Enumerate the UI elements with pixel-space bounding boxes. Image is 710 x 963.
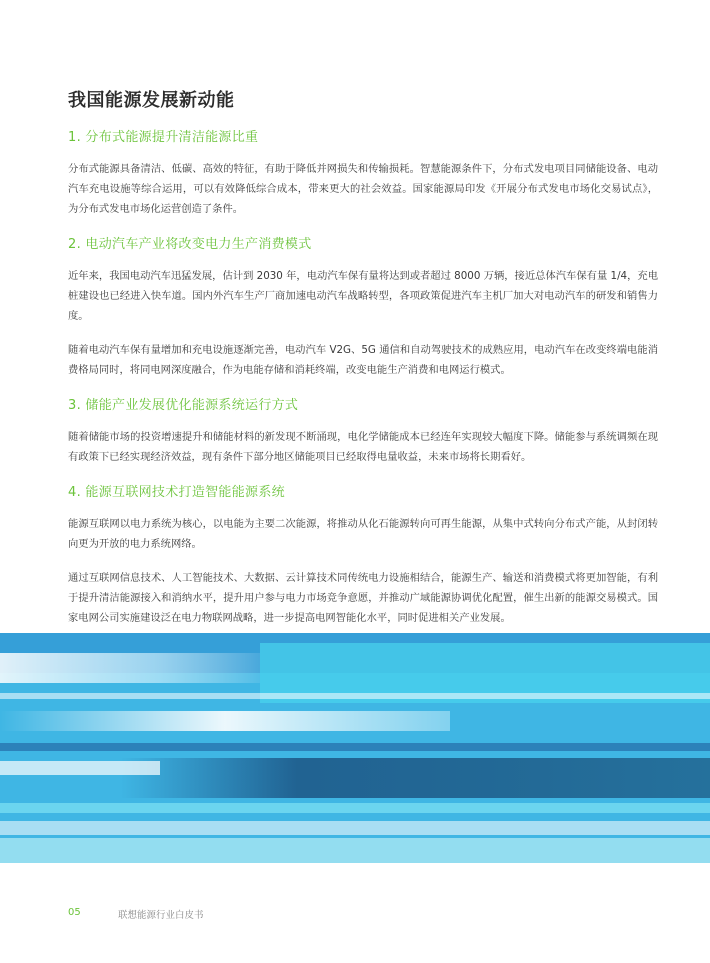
section-energy-storage bbox=[68, 394, 658, 467]
section-paragraph: 随着电动汽车保有量增加和充电设施逐渐完善，电动汽车 V2G、5G 通信和自动驾驶技术的成熟应用，电动汽车在改变终端电能消费格局同时，将同电网深度融合，作为电能存储和消耗终端，改变电能生产消费和电网运行模式。 bbox=[68, 344, 658, 376]
section-heading: 2. 电动汽车产业将改变电力生产消费模式 bbox=[68, 237, 312, 252]
section-heading: 1. 分布式能源提升清洁能源比重 bbox=[68, 130, 259, 145]
footer-document-title: 联想能源行业白皮书 bbox=[118, 910, 204, 921]
article-body bbox=[68, 126, 658, 642]
section-paragraph: 通过互联网信息技术、人工智能技术、大数据、云计算技术同传统电力设施相结合，能源生产、输送和消费模式将更加智能，有利于提升清洁能源接入和消纳水平，提升用户参与电力市场竞争意愿，并推动广域能源协调优化配置，催生出新的能源交易模式。国家电网公司实施建设泛在电力物联网战略，进一步提高电网智能化水平，同时促进相关产业发展。 bbox=[68, 572, 658, 624]
section-energy-internet bbox=[68, 481, 658, 628]
motion-blur-banner-image bbox=[0, 633, 710, 863]
section-paragraph: 分布式能源具备清洁、低碳、高效的特征，有助于降低并网损失和传输损耗。智慧能源条件下，分布式发电项目同储能设备、电动汽车充电设施等综合运用，可以有效降低综合成本，带来更大的社会效益。国家能源局印发《开展分布式发电市场化交易试点》，为分布式发电市场化运营创造了条件。 bbox=[68, 163, 658, 215]
page-number: 05 bbox=[68, 907, 81, 918]
section-paragraph: 能源互联网以电力系统为核心，以电能为主要二次能源，将推动从化石能源转向可再生能源，从集中式转向分布式产能，从封闭转向更为开放的电力系统网络。 bbox=[68, 518, 658, 550]
section-heading: 3. 储能产业发展优化能源系统运行方式 bbox=[68, 398, 299, 413]
section-paragraph: 随着储能市场的投资增速提升和储能材料的新发现不断涌现，电化学储能成本已经连年实现较大幅度下降。储能参与系统调频在现有政策下已经实现经济效益，现有条件下部分地区储能项目已经取得电量收益，未来市场将长期看好。 bbox=[68, 431, 658, 463]
section-electric-vehicles bbox=[68, 233, 658, 380]
section-paragraph: 近年来，我国电动汽车迅猛发展，估计到 2030 年，电动汽车保有量将达到或者超过 8000 万辆，接近总体汽车保有量 1/4，充电桩建设也已经进入快车道。国内外汽车生产厂商加速电动汽车战略转型，各项政策促进汽车主机厂加大对电动汽车的研发和销售力度。 bbox=[68, 270, 658, 322]
section-heading: 4. 能源互联网技术打造智能能源系统 bbox=[68, 485, 285, 500]
page-title: 我国能源发展新动能 bbox=[68, 90, 235, 111]
section-distributed-energy bbox=[68, 126, 658, 219]
banner-streaks bbox=[0, 633, 710, 863]
